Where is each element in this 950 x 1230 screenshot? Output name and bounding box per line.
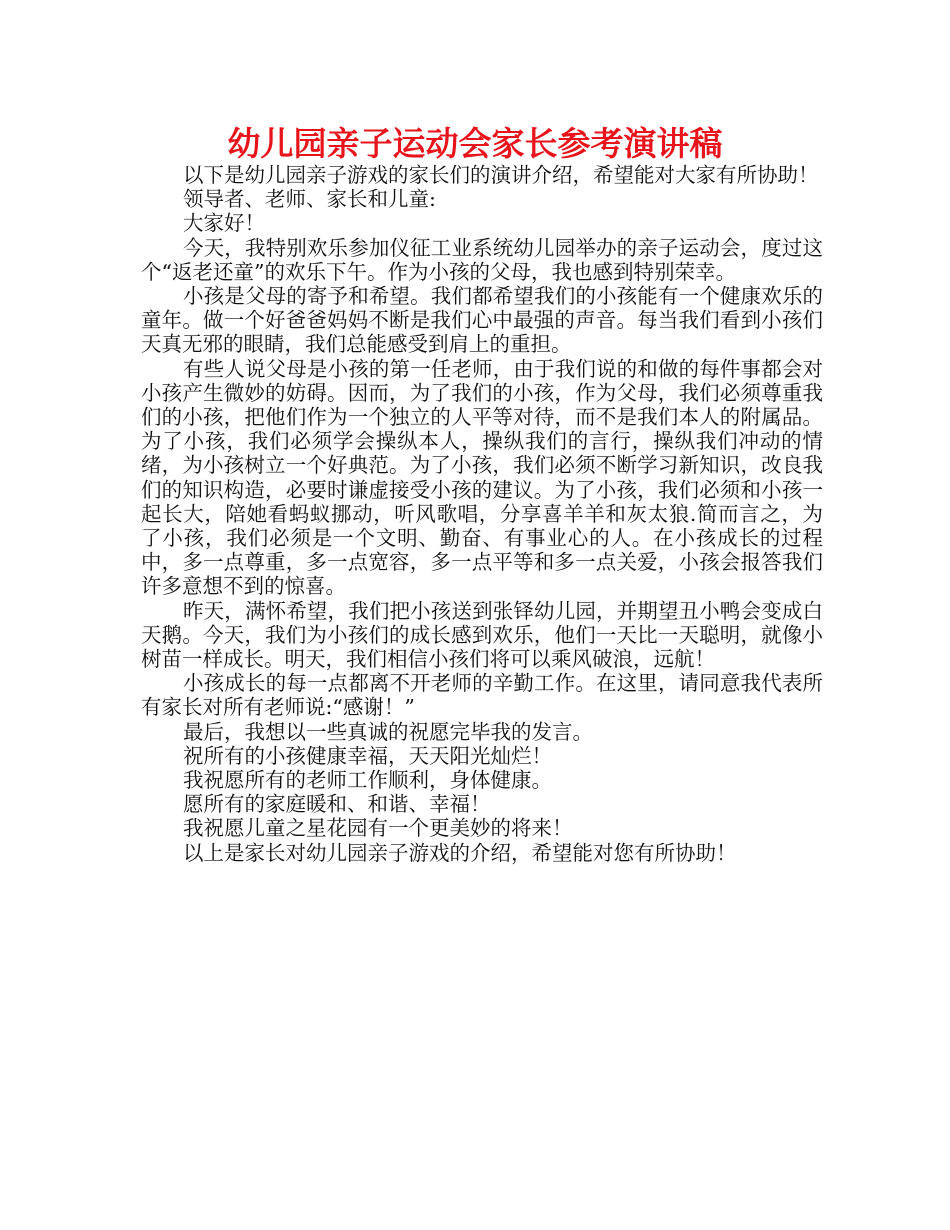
document-body — [141, 163, 823, 865]
paragraph: 以上是家长对幼儿园亲子游戏的介绍，希望能对您有所协助！ — [183, 840, 737, 865]
paragraph: 愿所有的家庭暖和、和谐、幸福！ — [183, 792, 491, 817]
paragraph: 我祝愿所有的老师工作顺利，身体健康。 — [183, 768, 552, 793]
paragraph: 有些人说父母是小孩的第一任老师，由于我们说的和做的每件事都会对小孩产生微妙的妨碍。因而，为了我们的小孩，作为父母，我们必须尊重我们的小孩，把他们作为一个独立的人平等对待，而不是我们本人的附属品。为了小孩，我们必须学会操纵本人，操纵我们的言行，操纵我们冲动的情绪，为小孩树立一个好典范。为了小孩，我们必须不断学习新知识，改良我们的知识构造，必要时谦虚接受小孩的建议。为了小孩，我们必须和小孩一起长大，陪她看蚂蚁挪动，听风歌唱，分享喜羊羊和灰太狼.简而言之，为了小孩，我们必须是一个文明、勤奋、有事业心的人。在小孩成长的过程中，多一点尊重，多一点宽容，多一点平等和多一点关爱，小孩会报答我们许多意想不到的惊喜。 — [141, 356, 823, 599]
paragraph: 小孩是父母的寄予和希望。我们都希望我们的小孩能有一个健康欢乐的童年。做一个好爸爸妈妈不断是我们心中最强的声音。每当我们看到小孩们天真无邪的眼睛，我们总能感受到肩上的重担。 — [141, 284, 823, 357]
paragraph: 领导者、老师、家长和儿童: — [183, 187, 436, 212]
paragraph: 最后，我想以一些真诚的祝愿完毕我的发言。 — [183, 719, 593, 744]
paragraph: 以下是幼儿园亲子游戏的家长们的演讲介绍，希望能对大家有所协助！ — [183, 163, 819, 187]
paragraph: 昨天，满怀希望，我们把小孩送到张铎幼儿园，并期望丑小鸭会变成白天鹅。今天，我们为小孩们的成长感到欢乐，他们一天比一天聪明，就像小树苗一样成长。明天，我们相信小孩们将可以乘风破浪，远航！ — [141, 598, 823, 672]
document-title: 幼儿园亲子运动会家长参考演讲稿 — [227, 124, 723, 163]
paragraph: 小孩成长的每一点都离不开老师的辛勤工作。在这里，请同意我代表所有家长对所有老师说:“感谢！” — [141, 671, 823, 720]
paragraph: 我祝愿儿童之星花园有一个更美妙的将来！ — [183, 816, 573, 841]
paragraph: 今天，我特别欢乐参加仪征工业系统幼儿园举办的亲子运动会，度过这个“返老还童”的欢乐下午。作为小孩的父母，我也感到特别荣幸。 — [141, 235, 823, 284]
paragraph: 大家好！ — [183, 211, 265, 236]
paragraph: 祝所有的小孩健康幸福，天天阳光灿烂！ — [183, 743, 552, 768]
